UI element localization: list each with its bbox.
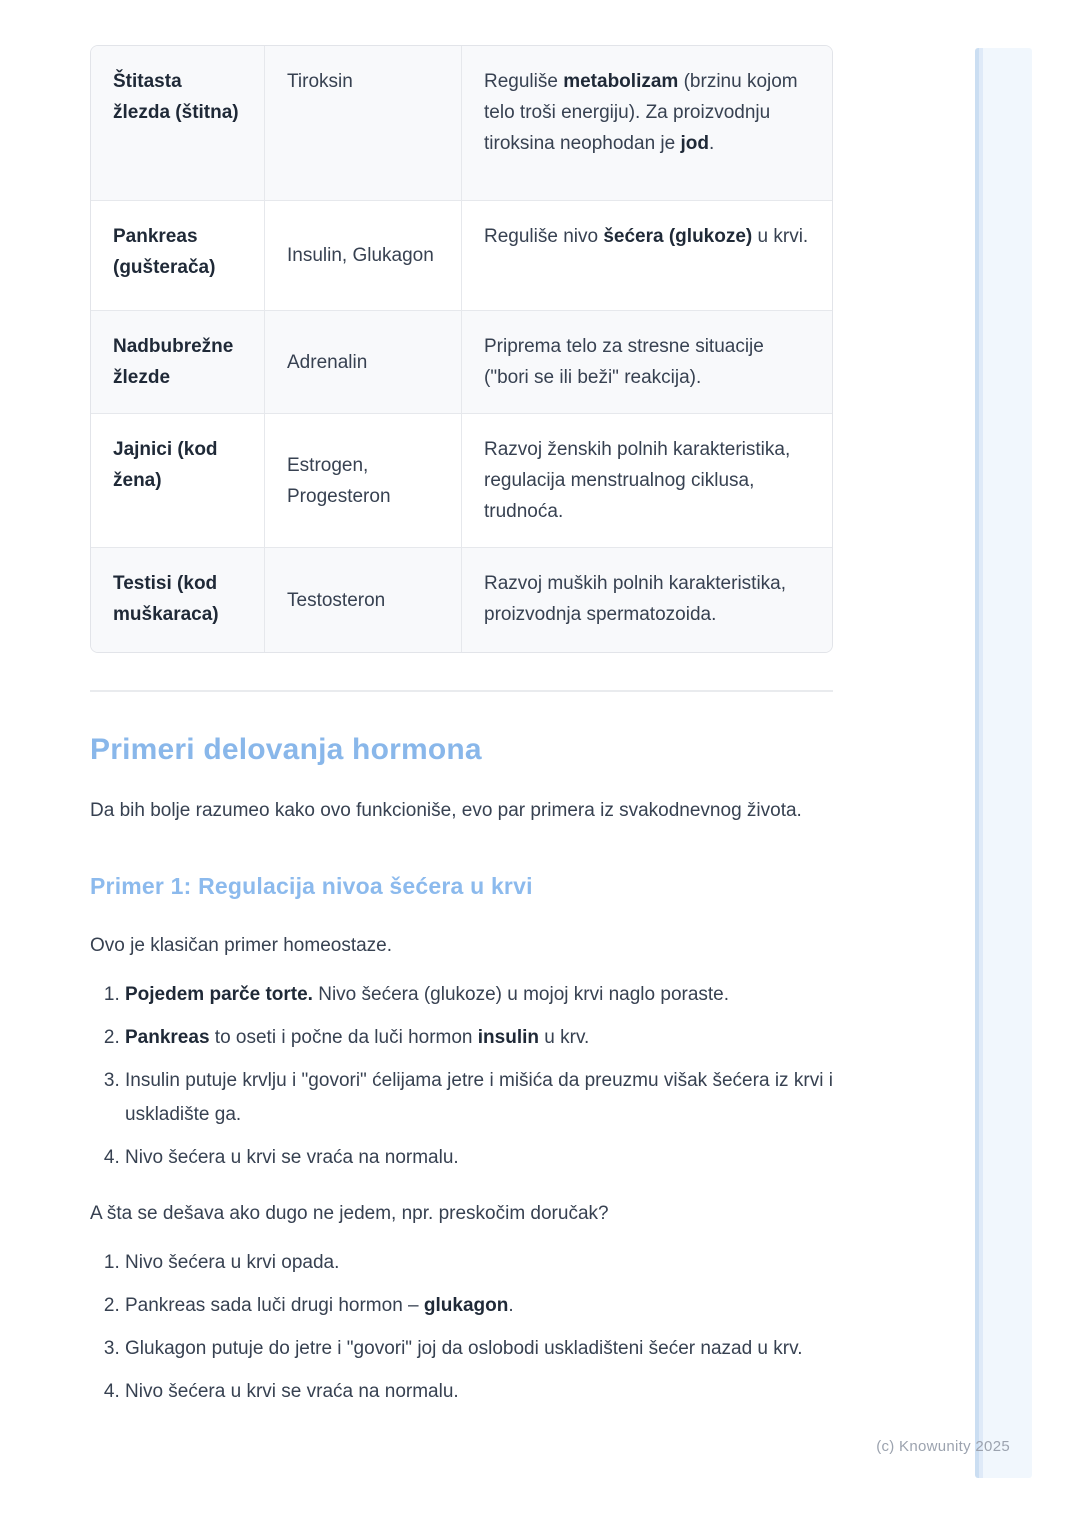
right-edge-stripe bbox=[975, 48, 1032, 1478]
function-cell: Reguliše metabolizam (brzinu kojom telo troši energiju). Za proizvodnju tiroksina neophodan je jod. bbox=[462, 46, 833, 201]
example1-title: Primer 1: Regulacija nivoa šećera u krvi bbox=[90, 873, 533, 899]
gland-cell: Pankreas (gušterača) bbox=[91, 201, 265, 311]
list-item: 2. Pankreas sada luči drugi hormon – glukagon. bbox=[125, 1289, 833, 1323]
gland-cell: Testisi (kod muškaraca) bbox=[91, 548, 265, 652]
list-item: 1. Nivo šećera u krvi opada. bbox=[125, 1246, 833, 1280]
hormones-table bbox=[90, 45, 833, 653]
gland-cell: Štitasta žlezda (štitna) bbox=[91, 46, 265, 201]
list-item: 2. Pankreas to oseti i počne da luči hormon insulin u krv. bbox=[125, 1021, 833, 1055]
list-item: 4. Nivo šećera u krvi se vraća na normalu. bbox=[125, 1375, 833, 1409]
hormones-table-body bbox=[91, 46, 833, 652]
sugar-drop-steps-list bbox=[90, 1246, 833, 1409]
section-intro: Da bih bolje razumeo kako ovo funkcioniše, evo par primera iz svakodnevnog života. bbox=[90, 800, 802, 821]
table-row bbox=[91, 414, 833, 548]
example1-question: A šta se dešava ako dugo ne jedem, npr. preskočim doručak? bbox=[90, 1203, 609, 1224]
copyright-notice: (c) Knowunity 2025 bbox=[876, 1438, 1010, 1455]
section-divider bbox=[90, 690, 833, 692]
section-title: Primeri delovanja hormona bbox=[90, 733, 482, 766]
function-cell: Razvoj ženskih polnih karakteristika, regulacija menstrualnog ciklusa, trudnoća. bbox=[462, 414, 833, 548]
hormone-cell: Adrenalin bbox=[265, 311, 462, 414]
page-content bbox=[90, 45, 833, 1418]
table-row bbox=[91, 311, 833, 414]
function-cell: Razvoj muških polnih karakteristika, proizvodnja spermatozoida. bbox=[462, 548, 833, 652]
list-item: 3. Insulin putuje krvlju i "govori" ćelijama jetre i mišića da preuzmu višak šećera iz krvi i uskladište ga. bbox=[125, 1064, 833, 1132]
hormone-cell: Estrogen, Progesteron bbox=[265, 414, 462, 548]
table-row bbox=[91, 201, 833, 311]
list-item: 4. Nivo šećera u krvi se vraća na normalu. bbox=[125, 1141, 833, 1175]
hormones-table-grid bbox=[91, 46, 833, 652]
example1-lead: Ovo je klasičan primer homeostaze. bbox=[90, 935, 393, 956]
list-item: 1. Pojedem parče torte. Nivo šećera (glukoze) u mojoj krvi naglo poraste. bbox=[125, 978, 833, 1012]
function-cell: Reguliše nivo šećera (glukoze) u krvi. bbox=[462, 201, 833, 311]
table-row bbox=[91, 46, 833, 201]
list-item: 3. Glukagon putuje do jetre i "govori" joj da oslobodi uskladišteni šećer nazad u krv. bbox=[125, 1332, 833, 1366]
hormone-cell: Testosteron bbox=[265, 548, 462, 652]
gland-cell: Jajnici (kod žena) bbox=[91, 414, 265, 548]
sugar-rise-steps-list bbox=[90, 978, 833, 1175]
hormone-cell: Insulin, Glukagon bbox=[265, 201, 462, 311]
table-row bbox=[91, 548, 833, 652]
gland-cell: Nadbubrežne žlezde bbox=[91, 311, 265, 414]
function-cell: Priprema telo za stresne situacije ("bori se ili beži" reakcija). bbox=[462, 311, 833, 414]
hormone-cell: Tiroksin bbox=[265, 46, 462, 201]
